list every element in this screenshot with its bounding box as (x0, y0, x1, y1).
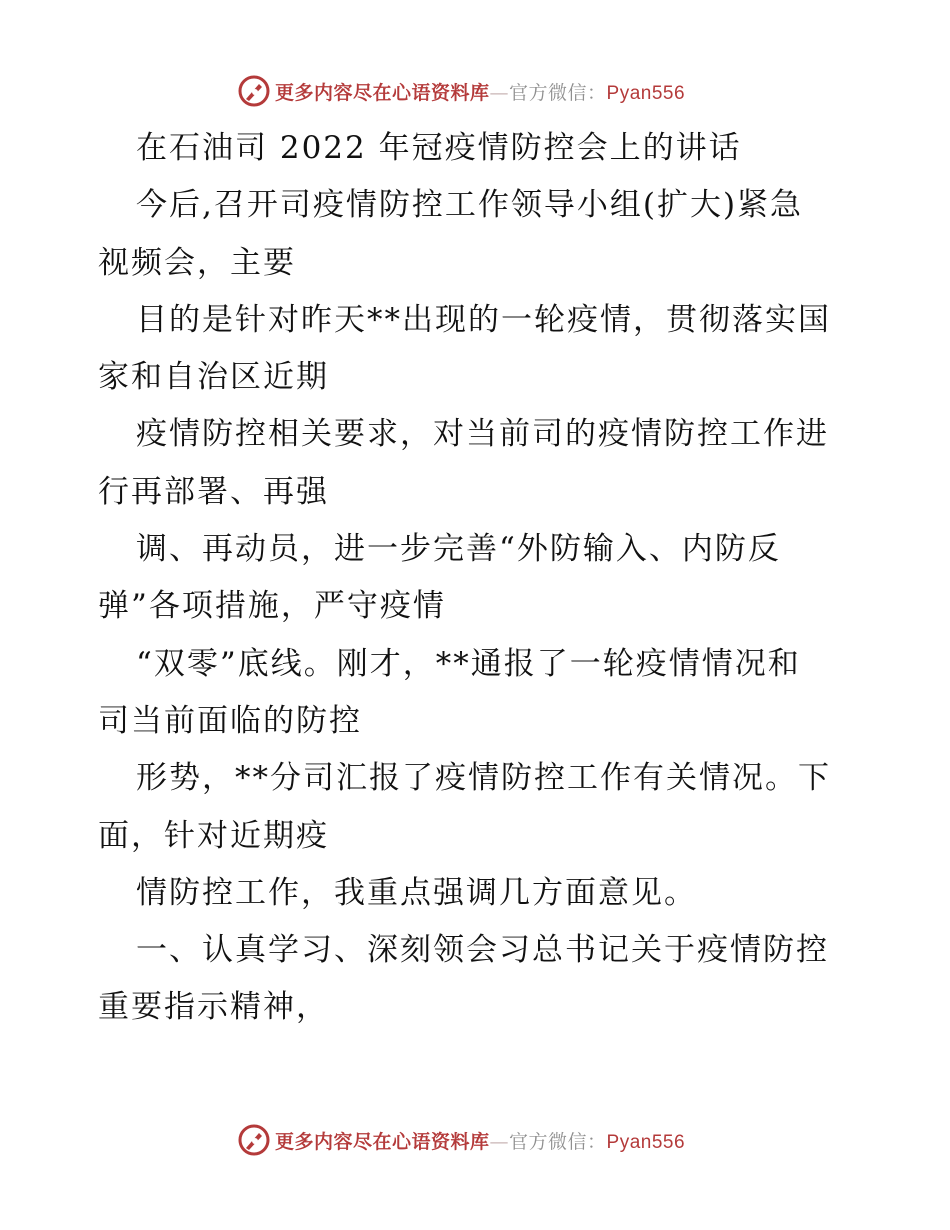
watermark-dash: — (489, 1130, 510, 1153)
watermark-dash: — (489, 81, 510, 104)
header-watermark (237, 71, 717, 111)
paragraph-line: 目的是针对昨天**出现的一轮疫情，贯彻落实国 (136, 301, 831, 338)
section-heading: 一、认真学习、深刻领会习总书记关于疫情防控 (136, 932, 829, 969)
document-title: 在石油司 2022 年冠疫情防控会上的讲话 (136, 130, 742, 166)
paragraph-line: 弹”各项措施，严守疫情 (98, 588, 446, 625)
paragraph-line: “双零”底线。刚才，**通报了一轮疫情情况和 (136, 645, 801, 682)
document-body (98, 120, 858, 1037)
paragraph-line: 面，针对近期疫 (98, 817, 329, 854)
watermark-wechat-id: Pyan556 (606, 82, 686, 104)
watermark-main: 更多内容尽在心语资料库 (275, 81, 490, 104)
paragraph-line: 司当前面临的防控 (98, 702, 362, 739)
paragraph-line: 形势，**分司汇报了疫情防控工作有关情况。下 (136, 760, 831, 797)
pen-circle-logo-icon (237, 1123, 271, 1157)
watermark-wechat-label: 官方微信： (509, 81, 607, 104)
watermark-wechat-id: Pyan556 (606, 1131, 686, 1153)
paragraph-line: 行再部署、再强 (98, 473, 329, 510)
footer-watermark (237, 1120, 717, 1160)
watermark-text (275, 1127, 685, 1154)
paragraph-line: 调、再动员，进一步完善“外防输入、内防反 (136, 531, 781, 568)
watermark-text (275, 78, 685, 105)
watermark-main: 更多内容尽在心语资料库 (275, 1130, 490, 1153)
paragraph-line: 疫情防控相关要求，对当前司的疫情防控工作进 (136, 416, 829, 453)
watermark-wechat-label: 官方微信： (509, 1130, 607, 1153)
paragraph-line: 重要指示精神， (98, 989, 329, 1026)
pen-circle-logo-icon (237, 74, 271, 108)
paragraph-line: 家和自治区近期 (98, 359, 329, 396)
paragraph-line: 视频会，主要 (98, 244, 296, 281)
paragraph-line: 情防控工作，我重点强调几方面意见。 (136, 874, 697, 911)
paragraph-line: 今后,召开司疫情防控工作领导小组(扩大)紧急 (136, 187, 804, 224)
